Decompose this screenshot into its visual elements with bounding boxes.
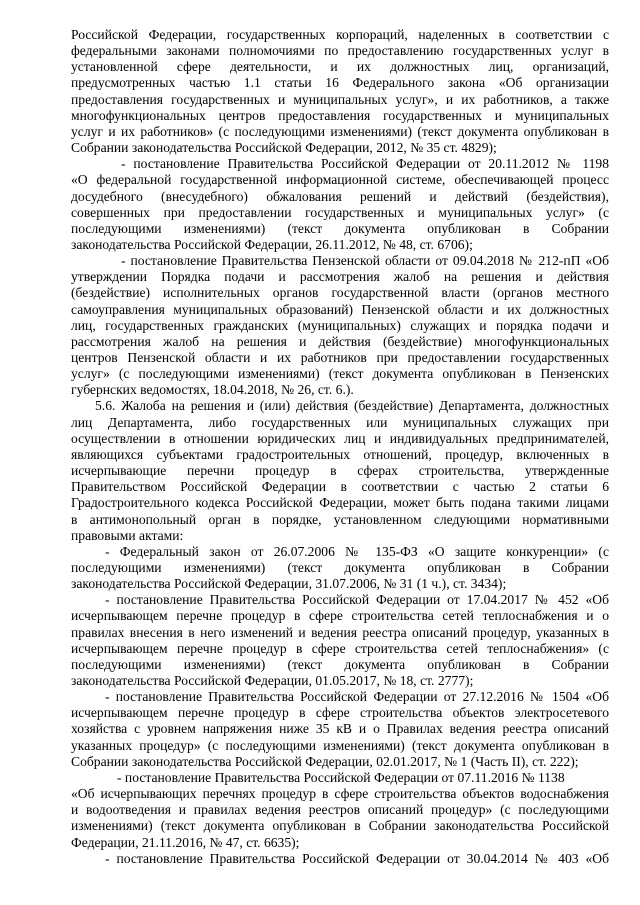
text-line: центров Пензенской области и их работников при предоставлении государственных [71, 350, 609, 365]
text-line: федеральными законами полномочиями по предоставлению государственных услуг в [71, 43, 609, 59]
text-line: исчерпывающие перечни процедур в сферах строительства, утвержденные [71, 463, 609, 479]
text-line: - постановление Правительства Российской Федерации от 30.04.2014 № 403 «Об [105, 850, 609, 866]
text-line: являющихся субъектами градостроительных отношений, процедур, включенных в [71, 446, 609, 462]
text-line: 5.6. Жалоба на решения и (или) действия (бездействие) Департамента, должностных [95, 398, 609, 414]
text-line: Российской Федерации, государственных корпораций, наделенных в соответствии с [71, 27, 609, 42]
text-line: Собрании законодательства Российской Федерации, 2012, № 35 ст. 4829); [71, 140, 497, 156]
text-line: - постановление Правительства Российской Федерации от 17.04.2017 № 452 «Об [105, 592, 609, 608]
text-line: исчерпывающем перечне процедур в сфере строительства сетей теплоснабжения» (с [71, 640, 609, 656]
text-line: рассмотрения жалоб на решения и действия (бездействие) многофункциональных [71, 333, 609, 349]
text-line: законодательства Российской Федерации, 26.11.2012, № 48, ст. 6706); [71, 236, 473, 252]
text-line: многофункциональных центров предоставления государственных и муниципальных [71, 107, 609, 123]
text-line: последующими изменениями) (текст документа опубликован в Собрании [71, 559, 609, 575]
text-line: правовыми актами: [71, 527, 184, 543]
text-line: (бездействие) исполнительных органов государственной власти (органов местного [71, 285, 609, 301]
text-line: в антимонопольный орган в порядке, установленном следующими нормативными [71, 511, 609, 527]
text-line: изменениями) (текст документа опубликован в Собрании законодательства Российской [71, 818, 609, 834]
text-line: - постановление Правительства Российской Федерации от 20.11.2012 № 1198 [121, 156, 609, 172]
text-line: лиц Департамента, либо государственных или муниципальных служащих при [71, 414, 609, 430]
text-line: губернских ведомостях, 18.04.2018, № 26, ст. 6.). [71, 382, 354, 398]
text-line: утверждении Порядка подачи и рассмотрения жалоб на решения и действия [71, 269, 609, 285]
text-line: осуществлении в отношении юридических лиц и индивидуальных предпринимателей, [71, 430, 609, 446]
text-line: услуг» (с последующими изменениями) (текст документа опубликован в Пензенских [71, 366, 609, 382]
text-line: последующими изменениями) (текст документа опубликован в Собрании [71, 220, 609, 236]
text-line: досудебного (внесудебного) обжалования решений и действий (бездействия), [71, 188, 609, 204]
text-line: предусмотренных частью 1.1 статьи 16 Федерального закона «Об организации [71, 75, 609, 91]
text-line: законодательства Российской Федерации, 01.05.2017, № 18, ст. 2777); [71, 673, 474, 688]
text-line: - постановление Правительства Российской Федерации от 07.11.2016 № 1138 [117, 769, 565, 785]
text-line: - постановление Правительства Пензенской области от 09.04.2018 № 212-пП «Об [121, 253, 609, 269]
text-line: «Об исчерпывающих перечнях процедур в сфере строительства объектов водоснабжения [71, 786, 609, 802]
text-line: Собрании законодательства Российской Федерации, 02.01.2017, № 1 (Часть II), ст. 222); [71, 753, 579, 769]
text-line: хозяйства с уровнем напряжения ниже 35 кВ и о Правилах ведения реестра описаний [71, 721, 609, 737]
text-line: исчерпывающем перечне процедур в сфере строительства сетей теплоснабжения и о [71, 608, 609, 624]
text-line: - Федеральный закон от 26.07.2006 № 135-ФЗ «О защите конкуренции» (с [105, 543, 609, 559]
text-line: совершенных при предоставлении государственных и муниципальных услуг» (с [71, 204, 609, 220]
text-line: указанных процедур» (с последующими изменениями) (текст документа опубликован в [71, 737, 609, 753]
text-line: самоуправления муниципальных образований) Пензенской области и их должностных [71, 301, 609, 317]
text-line: последующими изменениями) (текст документа опубликован в Собрании [71, 656, 609, 672]
text-line: установленной сфере деятельности, и их должностных лиц, организаций, [71, 59, 609, 75]
text-line: лиц, государственных гражданских (муниципальных) служащих и порядка подачи и [71, 317, 609, 333]
text-line: предоставления государственных и муниципальных услуг», и их работников, а также [71, 91, 609, 107]
text-line: «О федеральной государственной информационной системе, обеспечивающей процесс [71, 172, 609, 188]
text-line: Градостроительного кодекса Российской Федерации, может быть подана такими лицами [71, 495, 609, 511]
text-line: законодательства Российской Федерации, 31.07.2006, № 31 (1 ч.), ст. 3434); [71, 576, 507, 592]
text-line: Федерации, 21.11.2016, № 47, ст. 6635); [71, 834, 300, 850]
text-line: правилах внесения в него изменений и ведения реестра описаний процедур, указанных в [71, 624, 609, 640]
text-line: и водоотведения и правилах ведения реестров описаний процедур» (с последующими [71, 802, 609, 818]
text-line: - постановление Правительства Российской Федерации от 27.12.2016 № 1504 «Об [105, 689, 609, 705]
text-line: Правительством Российской Федерации в соответствии с частью 2 статьи 6 [71, 479, 609, 495]
text-line: услуг и их работников» (с последующими изменениями) (текст документа опубликован в [71, 123, 609, 139]
text-line: исчерпывающем перечне процедур в сфере строительства объектов электросетевого [71, 705, 609, 721]
